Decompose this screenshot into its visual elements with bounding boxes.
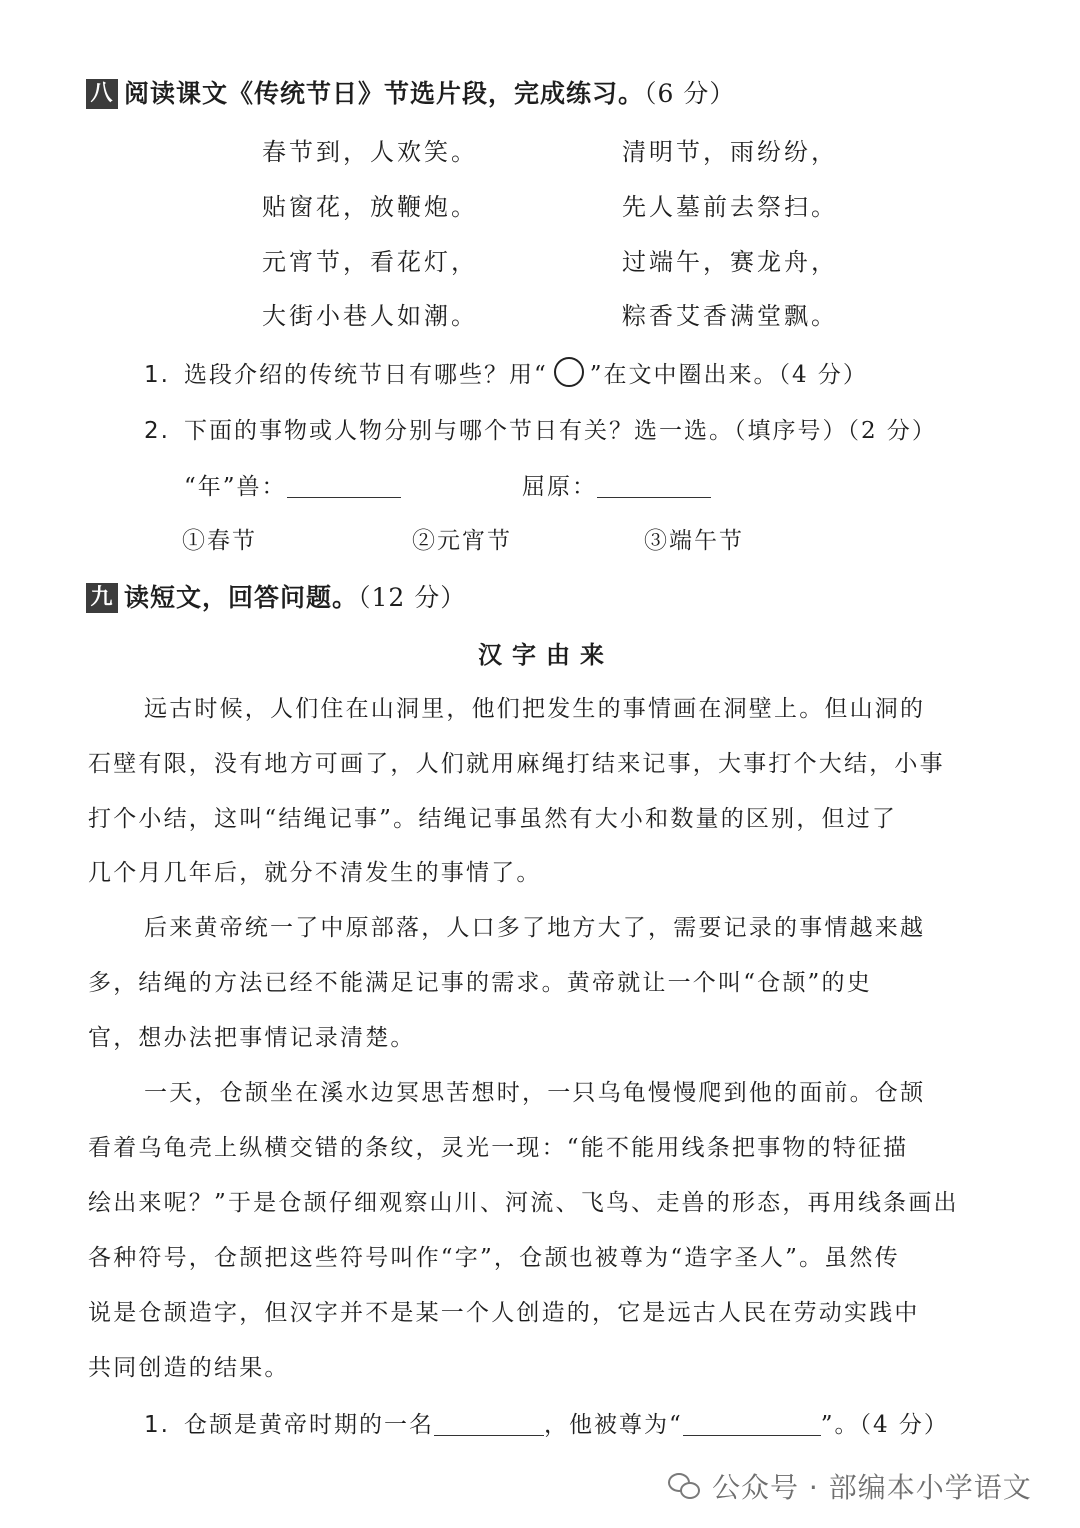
answer-label: 屈原： xyxy=(522,474,597,500)
qu-yuan-blank[interactable] xyxy=(597,497,711,498)
paragraph-line: 几个月几年后，就分不清发生的事情了。 xyxy=(88,860,542,886)
question-text: ，他被尊为“ xyxy=(543,1412,683,1438)
poem-line: 过端午，赛龙舟， xyxy=(622,248,838,276)
paragraph-line: 一天，仓颉坐在溪水边冥思苦想时，一只乌龟慢慢爬到他的面前。仓颉 xyxy=(144,1080,926,1106)
section-9-question-1 xyxy=(144,1406,949,1439)
paragraph-line: 看着乌龟壳上纵横交错的条纹，灵光一现：“能不能用线条把事物的特征描 xyxy=(88,1135,909,1161)
option-1: ①春节 xyxy=(182,528,257,554)
section-9-tag: 九 xyxy=(86,583,118,613)
answer-label: “年”兽： xyxy=(184,474,287,500)
question-text: ”。（4 分） xyxy=(820,1412,949,1438)
nian-beast-blank[interactable] xyxy=(287,497,401,498)
article-title: 汉字由来 xyxy=(478,641,614,669)
poem-line: 贴窗花，放鞭炮。 xyxy=(262,193,478,221)
paragraph-line: 远古时候，人们住在山洞里，他们把发生的事情画在洞壁上。但山洞的 xyxy=(144,696,926,722)
poem-line: 春节到，人欢笑。 xyxy=(262,138,478,166)
section-9-heading-text: 读短文，回答问题。 xyxy=(124,583,359,612)
option-2: ②元宵节 xyxy=(412,528,512,554)
paragraph-line: 绘出来呢？”于是仓颉仔细观察山川、河流、飞鸟、走兽的形态，再用线条画出 xyxy=(88,1190,959,1216)
poem-line: 元宵节，看花灯， xyxy=(262,248,478,276)
question-number: 2. xyxy=(144,418,170,444)
paragraph-line: 打个小结，这叫“结绳记事”。结绳记事虽然有大小和数量的区别，但过了 xyxy=(88,806,898,832)
section-8-tag: 八 xyxy=(86,79,118,109)
qu-yuan-answer xyxy=(522,468,711,501)
poem-line: 粽香艾香满堂飘。 xyxy=(622,302,838,330)
section-8-score: （6 分） xyxy=(644,79,736,108)
title-blank[interactable] xyxy=(683,1435,821,1436)
circle-icon xyxy=(554,357,584,387)
watermark xyxy=(668,1466,1032,1506)
question-text: 下面的事物或人物分别与哪个节日有关？选一选。（填序号）（2 分） xyxy=(183,418,937,444)
option-3: ③端午节 xyxy=(644,528,744,554)
watermark-text: 公众号 · 部编本小学语文 xyxy=(712,1471,1032,1504)
nian-beast-answer xyxy=(184,468,401,501)
section-8-question-2 xyxy=(144,412,937,445)
poem-line: 清明节，雨纷纷， xyxy=(622,138,838,166)
question-number: 1. xyxy=(144,1412,170,1438)
question-text: ”在文中圈出来。（4 分） xyxy=(589,362,868,388)
paragraph-line: 共同创造的结果。 xyxy=(88,1355,290,1381)
paragraph-line: 官，想办法把事情记录清楚。 xyxy=(88,1025,416,1051)
question-number: 1. xyxy=(144,362,170,388)
section-8-question-1 xyxy=(144,356,868,389)
question-text: 选段介绍的传统节日有哪些？用“ xyxy=(183,362,548,388)
section-8-heading-text: 阅读课文《传统节日》节选片段，完成练习。 xyxy=(124,79,645,108)
section-9-heading xyxy=(86,578,466,614)
section-9-score: （12 分） xyxy=(358,583,467,612)
question-text: 仓颉是黄帝时期的一名 xyxy=(183,1412,434,1438)
paragraph-line: 后来黄帝统一了中原部落，人口多了地方大了，需要记录的事情越来越 xyxy=(144,915,926,941)
paragraph-line: 各种符号，仓颉把这些符号叫作“字”，仓颉也被尊为“造字圣人”。虽然传 xyxy=(88,1245,900,1271)
paragraph-line: 多，结绳的方法已经不能满足记事的需求。黄帝就让一个叫“仓颉”的史 xyxy=(88,970,872,996)
poem-line: 先人墓前去祭扫。 xyxy=(622,193,838,221)
occupation-blank[interactable] xyxy=(434,1435,544,1436)
paragraph-line: 石壁有限，没有地方可画了，人们就用麻绳打结来记事，大事打个大结，小事 xyxy=(88,751,945,777)
poem-line: 大街小巷人如潮。 xyxy=(262,302,478,330)
wechat-icon xyxy=(668,1473,702,1501)
paragraph-line: 说是仓颉造字，但汉字并不是某一个人创造的，它是远古人民在劳动实践中 xyxy=(88,1300,920,1326)
section-8-heading xyxy=(86,74,735,110)
